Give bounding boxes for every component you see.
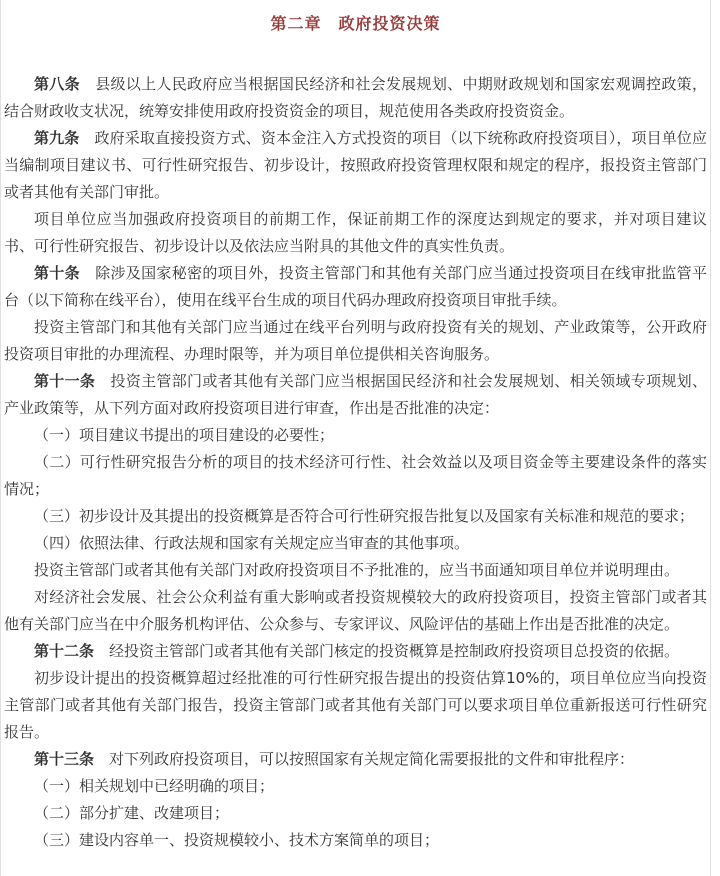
paragraph-text: 除涉及国家秘密的项目外，投资主管部门和其他有关部门应当通过投资项目在线审批监管平台（以下简称在线平台），使用在线平台生成的项目代码办理政府投资项目审批手续。 — [4, 264, 707, 309]
paragraph-text: （二）部分扩建、改建项目； — [34, 804, 230, 822]
article-number: 第九条 — [34, 129, 80, 147]
paragraph-text: （一）相关规划中已经明确的项目； — [34, 777, 275, 795]
chapter-title: 第二章 政府投资决策 — [270, 14, 441, 33]
paragraph — [4, 368, 707, 422]
paragraph-text: （二）可行性研究报告分析的项目的技术经济可行性、社会效益以及项目资金等主要建设条件的落实情况； — [4, 453, 707, 498]
paragraph-text: 投资主管部门或者其他有关部门对政府投资项目不予批准的，应当书面通知项目单位并说明理由。 — [34, 561, 680, 579]
paragraph — [4, 746, 707, 773]
article-number: 第八条 — [34, 75, 80, 93]
paragraph-text: （三）建设内容单一、投资规模较小、技术方案简单的项目； — [34, 831, 440, 849]
paragraph — [4, 503, 707, 530]
paragraph-text: 经投资主管部门或者其他有关部门核定的投资概算是控制政府投资项目总投资的依据。 — [94, 642, 680, 660]
paragraph-text: 对下列政府投资项目，可以按照国家有关规定简化需要报批的文件和审批程序： — [94, 750, 635, 768]
paragraph — [4, 665, 707, 746]
article-number: 第十一条 — [34, 372, 96, 390]
paragraph-text: （四）依照法律、行政法规和国家有关规定应当审查的其他事项。 — [34, 534, 470, 552]
paragraph — [4, 206, 707, 260]
paragraph — [4, 422, 707, 449]
paragraph-text: 县级以上人民政府应当根据国民经济和社会发展规划、中期财政规划和国家宏观调控政策，结合财政收支状况，统筹安排使用政府投资资金的项目，规范使用各类政府投资资金。 — [4, 75, 707, 120]
paragraph-text: 投资主管部门和其他有关部门应当通过在线平台列明与政府投资有关的规划、产业政策等，公开政府投资项目审批的办理流程、办理时限等，并为项目单位提供相关咨询服务。 — [4, 318, 707, 363]
paragraph — [4, 638, 707, 665]
paragraph — [4, 314, 707, 368]
article-number: 第十二条 — [34, 642, 95, 660]
article-number: 第十三条 — [34, 750, 95, 768]
paragraph-text: 初步设计提出的投资概算超过经批准的可行性研究报告提出的投资估算10%的，项目单位应当向投资主管部门或者其他有关部门报告，投资主管部门或者其他有关部门可以要求项目单位重新报送可行性研究报告。 — [4, 669, 707, 741]
paragraph — [4, 125, 707, 206]
document-body — [4, 71, 707, 854]
paragraph — [4, 449, 707, 503]
paragraph-text: 对经济社会发展、社会公众利益有重大影响或者投资规模较大的政府投资项目，投资主管部门或者其他有关部门应当在中介服务机构评估、公众参与、专家评议、风险评估的基础上作出是否批准的决定。 — [4, 588, 707, 633]
paragraph — [4, 800, 707, 827]
paragraph — [4, 773, 707, 800]
paragraph — [4, 827, 707, 854]
paragraph-text: （一）项目建议书提出的项目建设的必要性； — [34, 426, 335, 444]
paragraph-text: 项目单位应当加强政府投资项目的前期工作，保证前期工作的深度达到规定的要求，并对项目建议书、可行性研究报告、初步设计以及依法应当附具的其他文件的真实性负责。 — [4, 210, 707, 255]
paragraph — [4, 71, 707, 125]
paragraph-text: （三）初步设计及其提出的投资概算是否符合可行性研究报告批复以及国家有关标准和规范的要求； — [34, 507, 695, 525]
article-number: 第十条 — [34, 264, 80, 282]
paragraph — [4, 557, 707, 584]
paragraph-text: 投资主管部门或者其他有关部门应当根据国民经济和社会发展规划、相关领域专项规划、产业政策等，从下列方面对政府投资项目进行审查，作出是否批准的决定： — [4, 372, 707, 417]
paragraph — [4, 260, 707, 314]
paragraph — [4, 530, 707, 557]
paragraph — [4, 584, 707, 638]
paragraph-text: 政府采取直接投资方式、资本金注入方式投资的项目（以下统称政府投资项目），项目单位应当编制项目建议书、可行性研究报告、初步设计，按照政府投资管理权限和规定的程序，报投资主管部门或者其他有关部门审批。 — [4, 129, 707, 201]
